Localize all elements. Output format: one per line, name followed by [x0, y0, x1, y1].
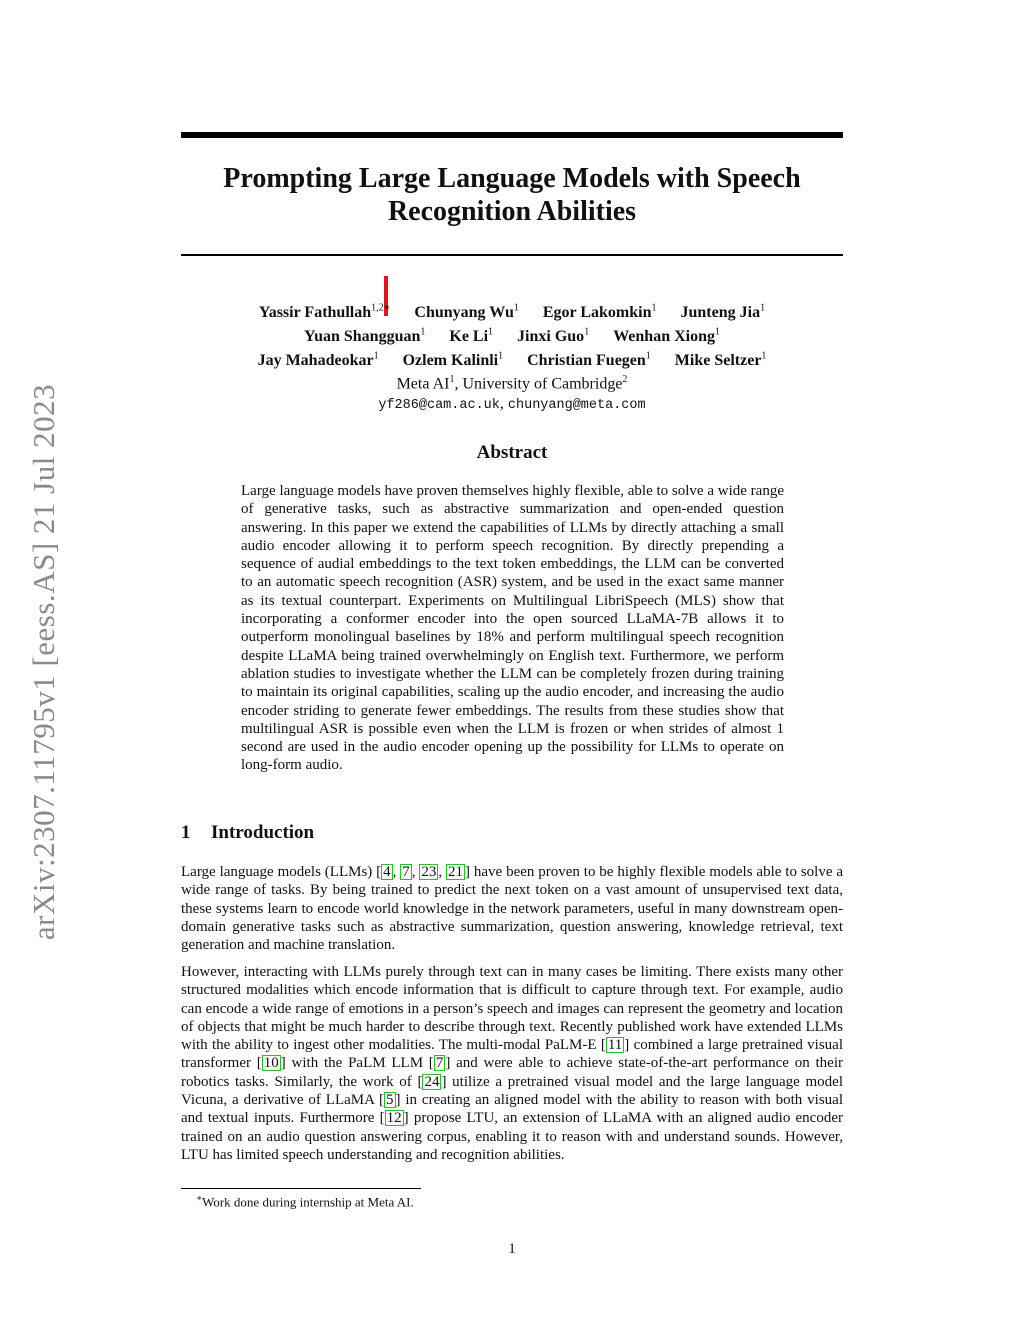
author-row	[181, 347, 843, 371]
paragraph-text: ] have been proven to be highly flexible models able to solve a wide range of tasks. By being trained to predict the next token on a vast amount of unsupervised text data, these systems learn to encode world knowledge in the network parameters, useful in many downstream open-domain generative tasks such as abstractive summarization, question answering, knowledge retrieval, text generation and machine translation.	[181, 864, 843, 954]
citation-separator: ,	[392, 864, 401, 880]
footnote	[196, 1193, 414, 1210]
affiliation-cambridge: University of Cambridge	[462, 375, 623, 393]
author-name-text: Jinxi Guo	[517, 328, 585, 346]
title-bottom-rule	[181, 254, 843, 256]
author-name	[304, 328, 425, 345]
citation-link[interactable]: 12	[386, 1110, 402, 1127]
citation-link[interactable]: 23	[421, 864, 437, 880]
paragraph-text: ] and were able to achieve state-of-the-art performance on their robotics tasks. Similarly, the work of [	[181, 1055, 843, 1090]
paper-title: Prompting Large Language Models with Speech Recognition Abilities	[223, 163, 801, 227]
citation-separator: ,	[411, 864, 420, 880]
author-row	[181, 323, 843, 347]
author-name-text: Yassir Fathullah	[258, 304, 372, 322]
affiliation-mark: 2	[622, 374, 628, 386]
author-name-text: Junteng Jia	[680, 304, 761, 322]
citation-link[interactable]: 10	[263, 1055, 279, 1072]
abstract-heading: Abstract	[476, 442, 548, 463]
author-block	[181, 299, 843, 416]
author-name	[613, 328, 720, 345]
intro-paragraph	[181, 863, 843, 954]
author-row	[181, 299, 843, 323]
citation-link[interactable]: 21	[448, 864, 464, 880]
author-name-text: Ke Li	[449, 328, 489, 346]
paragraph-text: ] combined a large pretrained visual transformer [	[181, 1037, 843, 1072]
author-affiliation-mark: 1	[498, 350, 504, 362]
author-affiliation-mark: 1	[715, 326, 720, 338]
paragraph-text: Large language models (LLMs) [	[181, 864, 382, 880]
author-name-text: Christian Fuegen	[527, 351, 646, 369]
author-name	[403, 352, 504, 369]
author-name	[258, 352, 379, 369]
page-number: 1	[508, 1241, 516, 1257]
author-name	[527, 352, 651, 369]
author-name	[675, 352, 767, 369]
author-name	[681, 304, 766, 321]
footnote-text: Work done during internship at Meta AI.	[202, 1194, 414, 1210]
author-name-text: Wenhan Xiong	[613, 328, 715, 346]
section-number: 1	[181, 822, 191, 843]
paragraph-text: ] utilize a pretrained visual model and the large language model Vicuna, a derivative of LLaMA [	[181, 1073, 843, 1109]
section-title: Introduction	[211, 822, 315, 843]
author-affiliation-mark: 1	[761, 350, 767, 362]
author-name	[517, 328, 589, 345]
paragraph-text: ] in creating an aligned model with the ability to reason with both visual and textual inputs. Furthermore [	[181, 1092, 844, 1127]
footnote-mark: ∗	[196, 1193, 203, 1203]
citation-link[interactable]: 24	[424, 1073, 440, 1090]
author-name-text: Mike Seltzer	[674, 351, 762, 369]
citation-link[interactable]: 7	[402, 864, 410, 880]
paragraph-text: However, interacting with LLMs purely through text can in many cases be limiting. There exists many other structured modalities which encode information that is difficult to capture through text. For example, audio can encode a wide range of emotions in a person’s speech and images can represent the geometry and location of objects that might be much harder to describe through text. Recently published work have extended LLMs with the ability to ingest other modalities. The multi-modal PaLM-E [	[181, 964, 843, 1054]
author-emails	[181, 394, 843, 416]
email-address[interactable]: yf286@cam.ac.uk	[378, 398, 500, 414]
author-name-text: Egor Lakomkin	[542, 304, 652, 322]
author-affiliation-mark: 1	[760, 303, 766, 314]
affiliation-meta: Meta AI	[396, 375, 450, 393]
paragraph-text: ] with the PaLM LLM [	[280, 1055, 434, 1072]
title-top-rule	[181, 132, 843, 138]
affiliations	[181, 370, 843, 394]
citation-link[interactable]: 11	[607, 1037, 623, 1054]
author-name	[414, 304, 518, 321]
author-affiliation-mark: 1	[420, 326, 426, 338]
citation-link[interactable]: 4	[383, 864, 391, 880]
author-name-text: Yuan Shangguan	[304, 328, 421, 346]
citation-link[interactable]: 7	[435, 1055, 444, 1072]
author-affiliation-mark: 1	[584, 326, 590, 338]
author-affiliation-mark: 1	[651, 303, 657, 314]
author-name	[259, 304, 390, 321]
author-name	[449, 328, 493, 345]
author-name-text: Ozlem Kalinli	[402, 351, 499, 369]
abstract-text: Large language models have proven themselves highly flexible, able to solve a wide range of generative tasks, such as abstractive summarization and open-ended question answering. In this paper we extend the capabilities of LLMs by directly attaching a small audio encoder allowing it to perform speech recognition. By directly prepending a sequence of audial embeddings to the text token embeddings, the LLM can be converted to an automatic speech recognition (ASR) system, and be used in the exact same manner as its textual counterpart. Experiments on Multilingual LibriSpeech (MLS) show that incorporating a conformer encoder into the open sourced LLaMA-7B allows it to outperform monolingual baselines by 18% and perform multilingual speech recognition despite LLaMA being trained overwhelmingly on English text. Furthermore, we perform ablation studies to investigate whether the LLM can be completely frozen during training to maintain its original capabilities, scaling up the audio encoder, and increasing the audio encoder striding to generate fewer embeddings. The results from these studies show that multilingual ASR is possible even when the LLM is frozen or when strides of almost 1 second are used in the audio encoder opening up the possibility for LLMs to operate on long-form audio.	[241, 483, 784, 774]
author-affiliation-mark: 1	[513, 303, 519, 314]
author-affiliation-mark: 1	[488, 326, 494, 338]
author-affiliation-mark: 1,2∗	[371, 303, 391, 314]
footnote-rule	[181, 1188, 421, 1189]
email-separator: ,	[499, 395, 508, 413]
paragraph-text: ] propose LTU, an extension of LLaMA with an aligned audio encoder trained on an audio question answering corpus, enabling it to reason with and understand sounds. However, LTU has limited speech understanding and recognition abilities.	[181, 1110, 843, 1163]
affiliation-mark: 1	[449, 374, 455, 386]
citation-link[interactable]: 5	[386, 1092, 394, 1109]
arxiv-identifier: arXiv:2307.11795v1 [eess.AS] 21 Jul 2023	[26, 383, 61, 941]
email-address[interactable]: chunyang@meta.com	[507, 398, 646, 414]
citation-separator: ,	[438, 864, 447, 880]
author-affiliation-mark: 1	[373, 350, 379, 362]
author-name	[543, 304, 657, 321]
author-name-text: Chunyang Wu	[414, 304, 514, 322]
author-name-text: Jay Mahadeokar	[257, 351, 374, 369]
intro-paragraph	[181, 963, 843, 1164]
author-affiliation-mark: 1	[645, 350, 651, 362]
affiliation-separator: ,	[454, 375, 463, 393]
section-heading	[181, 822, 314, 844]
